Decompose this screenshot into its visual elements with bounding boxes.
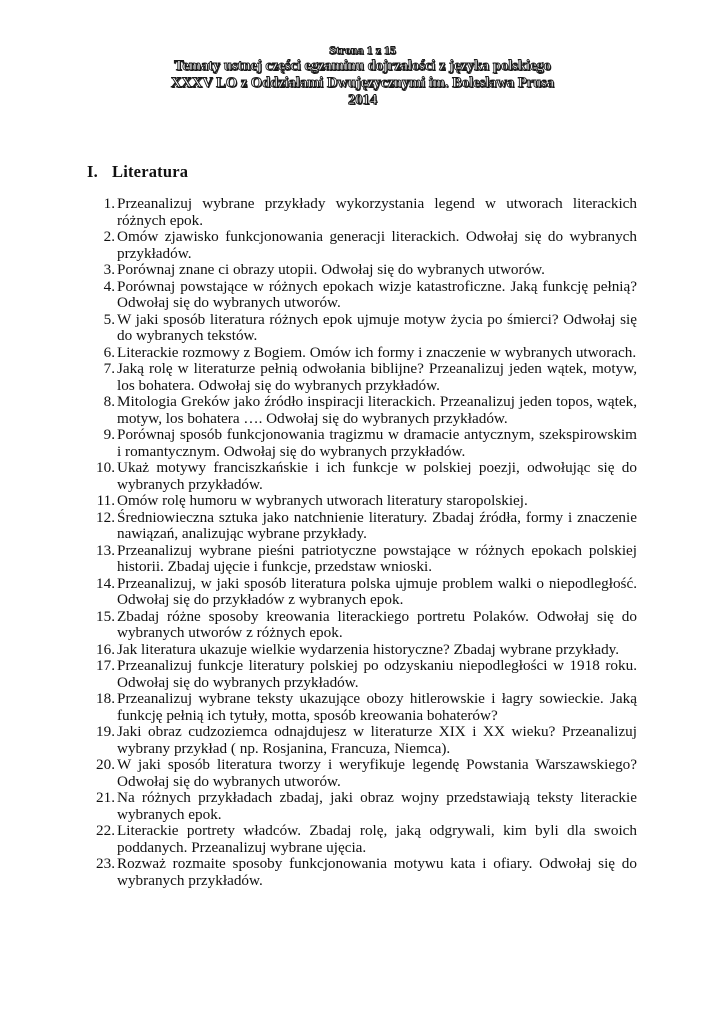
topic-number: 12. — [96, 508, 115, 526]
topic-text: Przeanalizuj funkcje literatury polskiej po odzyskaniu niepodległości w 1918 roku. Odwołaj się do wybranych przykładów. — [117, 657, 637, 691]
topic-item — [87, 576, 637, 609]
topic-text: Na różnych przykładach zbadaj, jaki obraz wojny przedstawiają teksty literackie wybranych epok. — [117, 789, 637, 823]
topic-item — [87, 757, 637, 790]
topic-number: 6. — [103, 343, 115, 361]
topic-item — [87, 279, 637, 312]
topic-number: 7. — [103, 360, 115, 377]
topic-number: 15. — [96, 607, 115, 625]
topic-item — [87, 609, 637, 642]
topic-item — [87, 460, 637, 493]
topic-number: 18. — [96, 690, 115, 707]
topic-text: Porównaj znane ci obrazy utopii. Odwołaj się do wybranych utworów. — [117, 261, 545, 278]
topic-item — [87, 196, 637, 229]
topic-number: 23. — [96, 855, 115, 872]
topic-text: Ukaż motywy franciszkańskie i ich funkcje w polskiej poezji, odwołując się do wybranych przykładów. — [117, 459, 637, 493]
topic-item — [87, 658, 637, 691]
section-number: I. — [87, 162, 98, 181]
topic-item — [87, 427, 637, 460]
topic-text: Literackie rozmowy z Bogiem. Omów ich formy i znaczenie w wybranych utworach. — [117, 343, 637, 361]
topic-number: 9. — [103, 426, 115, 443]
topic-text: Rozważ rozmaite sposoby funkcjonowania motywu kata i ofiary. Odwołaj się do wybranych przykładów. — [117, 855, 637, 889]
topic-text: Przeanalizuj wybrane pieśni patriotyczne powstające w różnych epokach polskiej historii. Zbadaj ujęcie i funkcje, przedstaw wnioski. — [117, 541, 637, 575]
document-header — [0, 43, 725, 109]
topic-item — [87, 724, 637, 757]
exam-year: 2014 — [348, 92, 377, 108]
topic-item — [87, 361, 637, 394]
topic-number: 1. — [103, 195, 115, 212]
topic-text: W jaki sposób literatura różnych epok ujmuje motyw życia po śmierci? Odwołaj się do wybranych tekstów. — [117, 310, 637, 344]
topic-number: 2. — [103, 228, 115, 245]
topic-text: Zbadaj różne sposoby kreowania literackiego portretu Polaków. Odwołaj się do wybranych utworów z różnych epok. — [117, 607, 637, 641]
topic-text: Porównaj sposób funkcjonowania tragizmu w dramacie antycznym, szekspirowskim i romantycznym. Odwołaj się do wybranych przykładów. — [117, 426, 637, 460]
topic-text: Omów zjawisko funkcjonowania generacji literackich. Odwołaj się do wybranych przykładów. — [117, 228, 637, 262]
topic-item — [87, 394, 637, 427]
topic-item — [87, 510, 637, 543]
topic-text: Omów rolę humoru w wybranych utworach literatury staropolskiej. — [117, 492, 528, 509]
topic-number: 20. — [96, 756, 115, 773]
topic-item — [87, 691, 637, 724]
section-heading — [87, 162, 188, 182]
topic-number: 3. — [103, 261, 115, 278]
topic-text: Jak literatura ukazuje wielkie wydarzenia historyczne? Zbadaj wybrane przykłady. — [117, 640, 620, 658]
topic-number: 8. — [103, 393, 115, 410]
topic-text: Jaki obraz cudzoziemca odnajdujesz w literaturze XIX i XX wieku? Przeanalizuj wybrany przykład ( np. Rosjanina, Francuza, Niemca). — [117, 723, 637, 757]
topic-text: Przeanalizuj, w jaki sposób literatura polska ujmuje problem walki o niepodległość. Odwołaj się do przykładów z wybranych epok. — [117, 574, 637, 608]
topic-item — [87, 790, 637, 823]
topic-text: Średniowieczna sztuka jako natchnienie literatury. Zbadaj źródła, formy i znaczenie nawiązań, analizując wybrane przykłady. — [117, 508, 637, 542]
topic-number: 11. — [96, 492, 115, 509]
topic-number: 4. — [103, 277, 115, 295]
topic-number: 17. — [96, 657, 115, 674]
school-name: XXXV LO z Oddziałami Dwujęzycznymi im. Bolesława Prusa — [170, 75, 555, 91]
page-number: Strona 1 z 15 — [329, 43, 396, 57]
topic-text: W jaki sposób literatura tworzy i weryfikuje legendę Powstania Warszawskiego? Odwołaj się do wybranych utworów. — [117, 756, 637, 790]
topic-list — [87, 196, 637, 889]
topic-number: 14. — [96, 574, 115, 592]
topic-number: 19. — [96, 723, 115, 740]
topic-number: 22. — [96, 822, 115, 839]
topic-number: 21. — [96, 789, 115, 806]
topic-text: Przeanalizuj wybrane przykłady wykorzystania legend w utworach literackich różnych epok. — [117, 195, 637, 229]
topic-item — [87, 229, 637, 262]
topic-number: 10. — [96, 459, 115, 476]
topic-text: Przeanalizuj wybrane teksty ukazujące obozy hitlerowskie i łagry sowieckie. Jaką funkcję pełnią ich tytuły, motta, sposób kreowania bohaterów? — [117, 690, 637, 724]
topic-text: Porównaj powstające w różnych epokach wizje katastroficzne. Jaką funkcję pełnią? Odwołaj się do wybranych utworów. — [117, 277, 637, 311]
topic-item — [87, 823, 637, 856]
topic-item — [87, 543, 637, 576]
topic-item — [87, 493, 637, 510]
topic-number: 13. — [96, 541, 115, 559]
document-title: Tematy ustnej części egzaminu dojrzałości z języka polskiego — [174, 58, 551, 74]
topic-item — [87, 345, 637, 362]
topic-item — [87, 642, 637, 659]
topic-item — [87, 262, 637, 279]
topic-number: 16. — [96, 640, 115, 658]
topic-text: Jaką rolę w literaturze pełnią odwołania biblijne? Przeanalizuj jeden wątek, motyw, los bohatera. Odwołaj się do wybranych przykładów. — [117, 360, 637, 394]
topic-text: Literackie portrety władców. Zbadaj rolę, jaką odgrywali, kim byli dla swoich poddanych. Przeanalizuj wybrane ujęcia. — [117, 822, 637, 856]
topic-text: Mitologia Greków jako źródło inspiracji literackich. Przeanalizuj jeden topos, wątek, motyw, los bohatera …. Odwołaj się do wybranych przykładów. — [117, 393, 637, 427]
topic-item — [87, 856, 637, 889]
topic-item — [87, 312, 637, 345]
section-title: Literatura — [112, 162, 189, 181]
topic-number: 5. — [103, 310, 115, 328]
